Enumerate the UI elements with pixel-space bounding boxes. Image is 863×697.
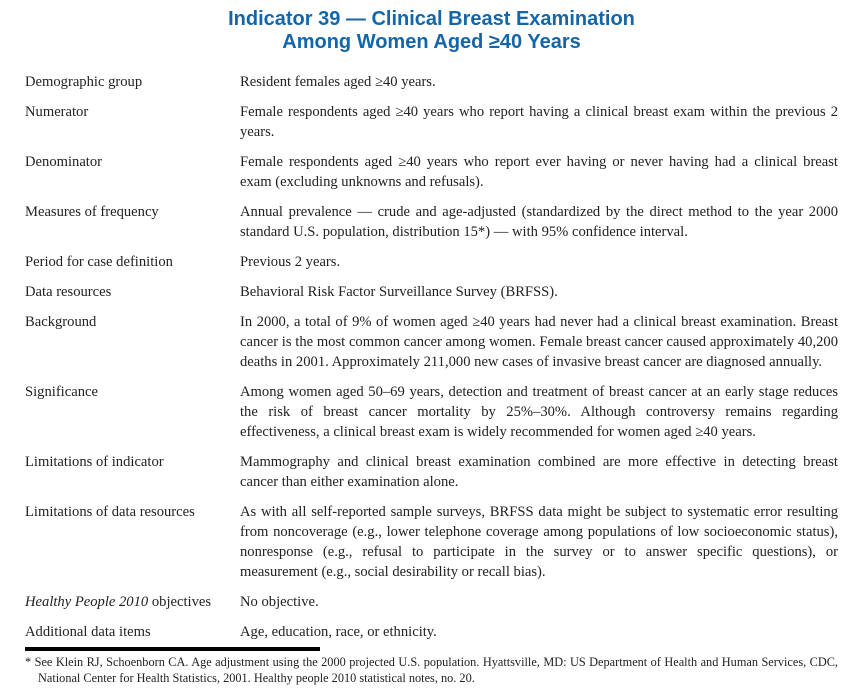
row-value: Female respondents aged ≥40 years who report having a clinical breast exam within the previous 2 years. <box>240 104 838 140</box>
indicator-table <box>25 72 838 642</box>
row-value: Among women aged 50–69 years, detection and treatment of breast cancer at an early stage reduces the risk of breast cancer mortality by 25%–30%. Although controversy remains regarding effectiveness, a clinical breast exam is widely recommended for women aged ≥40 years. <box>240 384 838 440</box>
footnote <box>25 655 838 686</box>
row-label: Measures of frequency <box>25 204 159 220</box>
footnote-text: See Klein RJ, Schoenborn CA. Age adjustment using the 2000 projected U.S. population. Hyattsville, MD: US Department of Health and Human Services, CDC, National Center for Health Statistics, 2001. Healthy people 2010 statistical notes, no. 20. <box>34 655 838 685</box>
page-title-line2: Among Women Aged ≥40 Years <box>282 31 581 53</box>
row-label: Demographic group <box>25 74 143 90</box>
row-label: Denominator <box>25 154 103 170</box>
row-numerator <box>25 102 838 142</box>
row-value: Resident females aged ≥40 years. <box>240 74 436 90</box>
row-label: Additional data items <box>25 624 151 640</box>
row-value: No objective. <box>240 594 319 610</box>
row-additional-data-items <box>25 622 838 642</box>
row-significance <box>25 382 838 442</box>
row-period-for-case-definition <box>25 252 838 272</box>
row-measures-of-frequency <box>25 202 838 242</box>
page-title <box>25 8 838 54</box>
row-value: Female respondents aged ≥40 years who report ever having or never having had a clinical breast exam (excluding unknowns and refusals). <box>240 154 838 190</box>
row-healthy-people-2010-objectives <box>25 592 838 612</box>
row-label: Data resources <box>25 284 112 300</box>
row-label: Numerator <box>25 104 89 120</box>
row-denominator <box>25 152 838 192</box>
row-value: Previous 2 years. <box>240 254 341 270</box>
row-value: As with all self-reported sample surveys, BRFSS data might be subject to systematic error resulting from noncoverage (e.g., lower telephone coverage among populations of low socioeconomic status), nonresponse (e.g., refusal to participate in the survey or to answer specific questions), or measurement (e.g., social desirability or recall bias). <box>240 504 838 580</box>
row-label: Limitations of indicator <box>25 454 164 470</box>
row-label: Limitations of data resources <box>25 504 195 520</box>
row-data-resources <box>25 282 838 302</box>
row-value: In 2000, a total of 9% of women aged ≥40 years had never had a clinical breast examination. Breast cancer is the most common cancer among women. Female breast cancer caused approximately 40,200 deaths in 2001. Approximately 211,000 new cases of invasive breast cancer are diagnosed annually. <box>240 314 838 370</box>
row-value: Behavioral Risk Factor Surveillance Survey (BRFSS). <box>240 284 558 300</box>
row-limitations-of-data-resources <box>25 502 838 582</box>
row-value: Mammography and clinical breast examination combined are more effective in detecting breast cancer than either examination alone. <box>240 454 838 490</box>
row-value: Age, education, race, or ethnicity. <box>240 624 437 640</box>
row-label-italic-part: Healthy People 2010 <box>25 594 149 610</box>
footnote-marker: * <box>25 655 32 669</box>
page-title-line1: Indicator 39 — Clinical Breast Examination <box>228 8 635 30</box>
row-background <box>25 312 838 372</box>
row-label-rest: objectives <box>148 594 212 610</box>
row-value: Annual prevalence — crude and age-adjusted (standardized by the direct method to the year 2000 standard U.S. population, distribution 15*) — with 95% confidence interval. <box>240 204 838 240</box>
footnote-divider-rule <box>25 647 320 651</box>
row-limitations-of-indicator <box>25 452 838 492</box>
row-label: Significance <box>25 384 98 400</box>
row-label: Background <box>25 314 97 330</box>
row-label: Period for case definition <box>25 254 173 270</box>
row-label <box>25 592 240 612</box>
row-demographic-group <box>25 72 838 92</box>
